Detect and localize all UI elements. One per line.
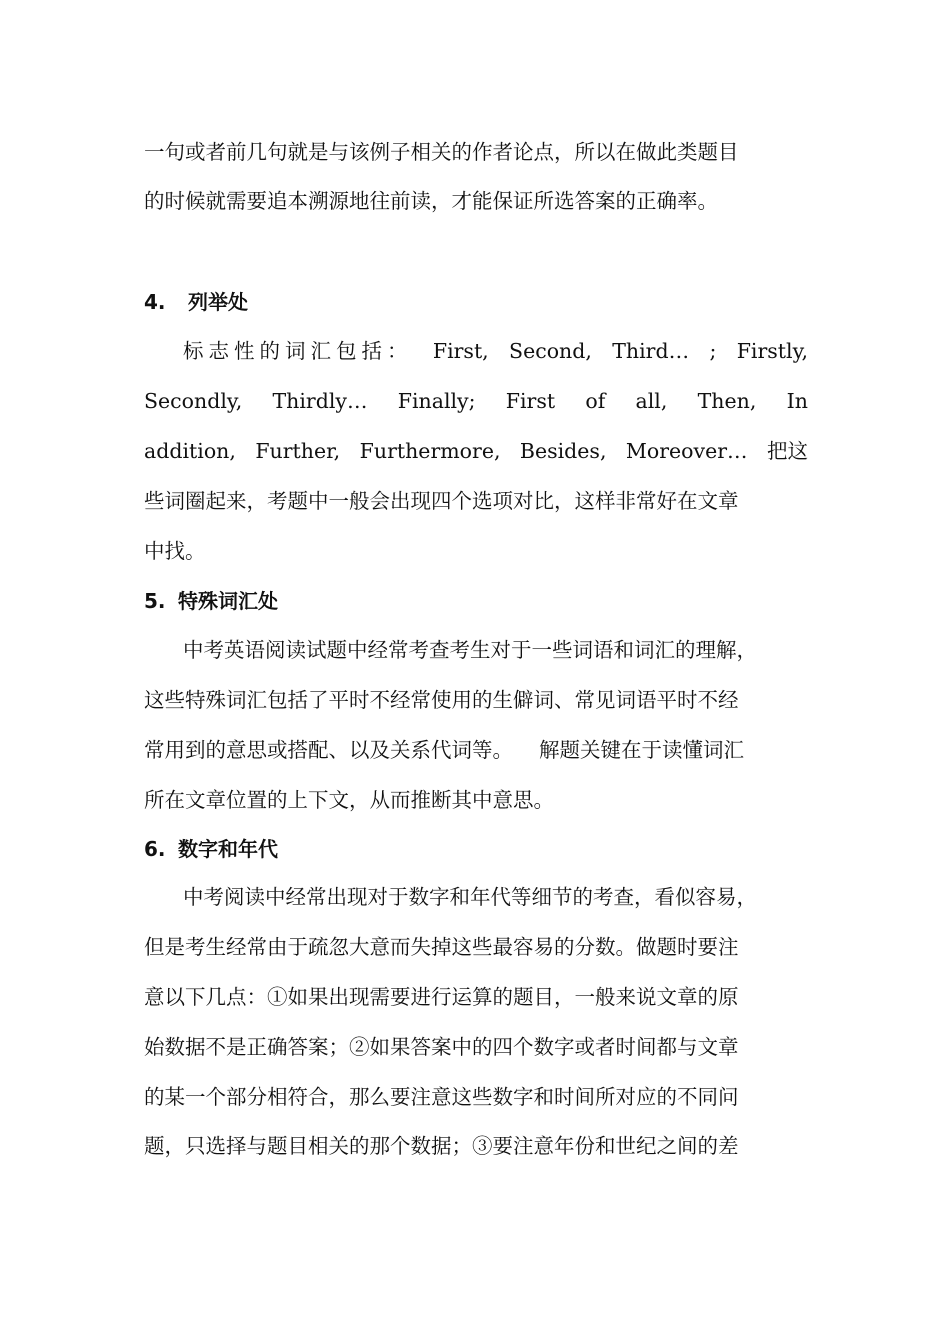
section-4-tail: 把这 bbox=[766, 439, 808, 463]
section-4-word: Firstly, bbox=[736, 339, 808, 363]
intro-line-1: 一句或者前几句就是与该例子相关的作者论点，所以在做此类题目 bbox=[144, 140, 739, 164]
section-4-heading bbox=[144, 285, 808, 319]
section-4-word: ; bbox=[709, 339, 717, 363]
intro-line-2: 的时候就需要追本溯源地往前读，才能保证所选答案的正确率。 bbox=[144, 189, 718, 213]
section-4-word: Second, bbox=[509, 339, 592, 363]
section-5-line-2: 这些特殊词汇包括了平时不经常使用的生僻词、常见词语平时不经 bbox=[144, 688, 739, 712]
section-4-word: addition, bbox=[144, 439, 236, 463]
section-4-word: Secondly, bbox=[144, 389, 243, 413]
section-6-line-4: 始数据不是正确答案；②如果答案中的四个数字或者时间都与文章 bbox=[144, 1035, 739, 1059]
section-4-word: Finally; bbox=[397, 389, 476, 413]
section-4-title: 列举处 bbox=[188, 290, 248, 314]
section-4-word: First, bbox=[432, 339, 489, 363]
section-6-title: 数字和年代 bbox=[178, 837, 278, 861]
section-6-line-6: 题，只选择与题目相关的那个数据；③要注意年份和世纪之间的差 bbox=[144, 1134, 739, 1158]
section-5-heading bbox=[144, 584, 808, 618]
section-4-line-1 bbox=[183, 334, 808, 368]
section-4-word: Third… bbox=[612, 339, 690, 363]
section-4-line-5: 中找。 bbox=[144, 539, 206, 563]
section-4-number: 4. bbox=[144, 290, 166, 314]
section-4-word: First bbox=[505, 389, 556, 413]
section-6-number: 6. bbox=[144, 837, 166, 861]
section-4-word: Further, bbox=[255, 439, 341, 463]
section-5-line-3-lead: 常用到的意思或搭配、以及关系代词等。 bbox=[144, 738, 513, 762]
section-4-line-3 bbox=[144, 434, 808, 468]
section-5-title: 特殊词汇处 bbox=[178, 589, 278, 613]
section-6-line-1: 中考阅读中经常出现对于数字和年代等细节的考查，看似容易， bbox=[183, 885, 757, 909]
section-5-number: 5. bbox=[144, 589, 166, 613]
section-4-word: Besides, bbox=[519, 439, 607, 463]
section-4-word: all, bbox=[635, 389, 668, 413]
section-6-line-2: 但是考生经常由于疏忽大意而失掉这些最容易的分数。做题时要注 bbox=[144, 935, 739, 959]
section-4-line-2 bbox=[144, 384, 808, 418]
section-5-line-3 bbox=[144, 733, 808, 767]
section-5-line-4: 所在文章位置的上下文，从而推断其中意思。 bbox=[144, 788, 554, 812]
section-4-line-4: 些词圈起来，考题中一般会出现四个选项对比，这样非常好在文章 bbox=[144, 489, 739, 513]
section-4-word: In bbox=[786, 389, 808, 413]
section-5-line-3-tail: 解题关键在于读懂词汇 bbox=[539, 738, 744, 762]
section-5-line-1: 中考英语阅读试题中经常考查考生对于一些词语和词汇的理解， bbox=[183, 638, 757, 662]
section-4-word: Furthermore, bbox=[359, 439, 501, 463]
section-4-lead: 标志性的词汇包括： bbox=[183, 339, 413, 363]
section-4-word: Moreover… bbox=[625, 439, 748, 463]
section-4-word: of bbox=[585, 389, 606, 413]
section-6-line-3: 意以下几点：①如果出现需要进行运算的题目，一般来说文章的原 bbox=[144, 985, 739, 1009]
section-4-word: Then, bbox=[697, 389, 757, 413]
section-4-word: Thirdly… bbox=[272, 389, 368, 413]
section-6-line-5: 的某一个部分相符合，那么要注意这些数字和时间所对应的不同问 bbox=[144, 1085, 739, 1109]
section-6-heading bbox=[144, 832, 808, 866]
